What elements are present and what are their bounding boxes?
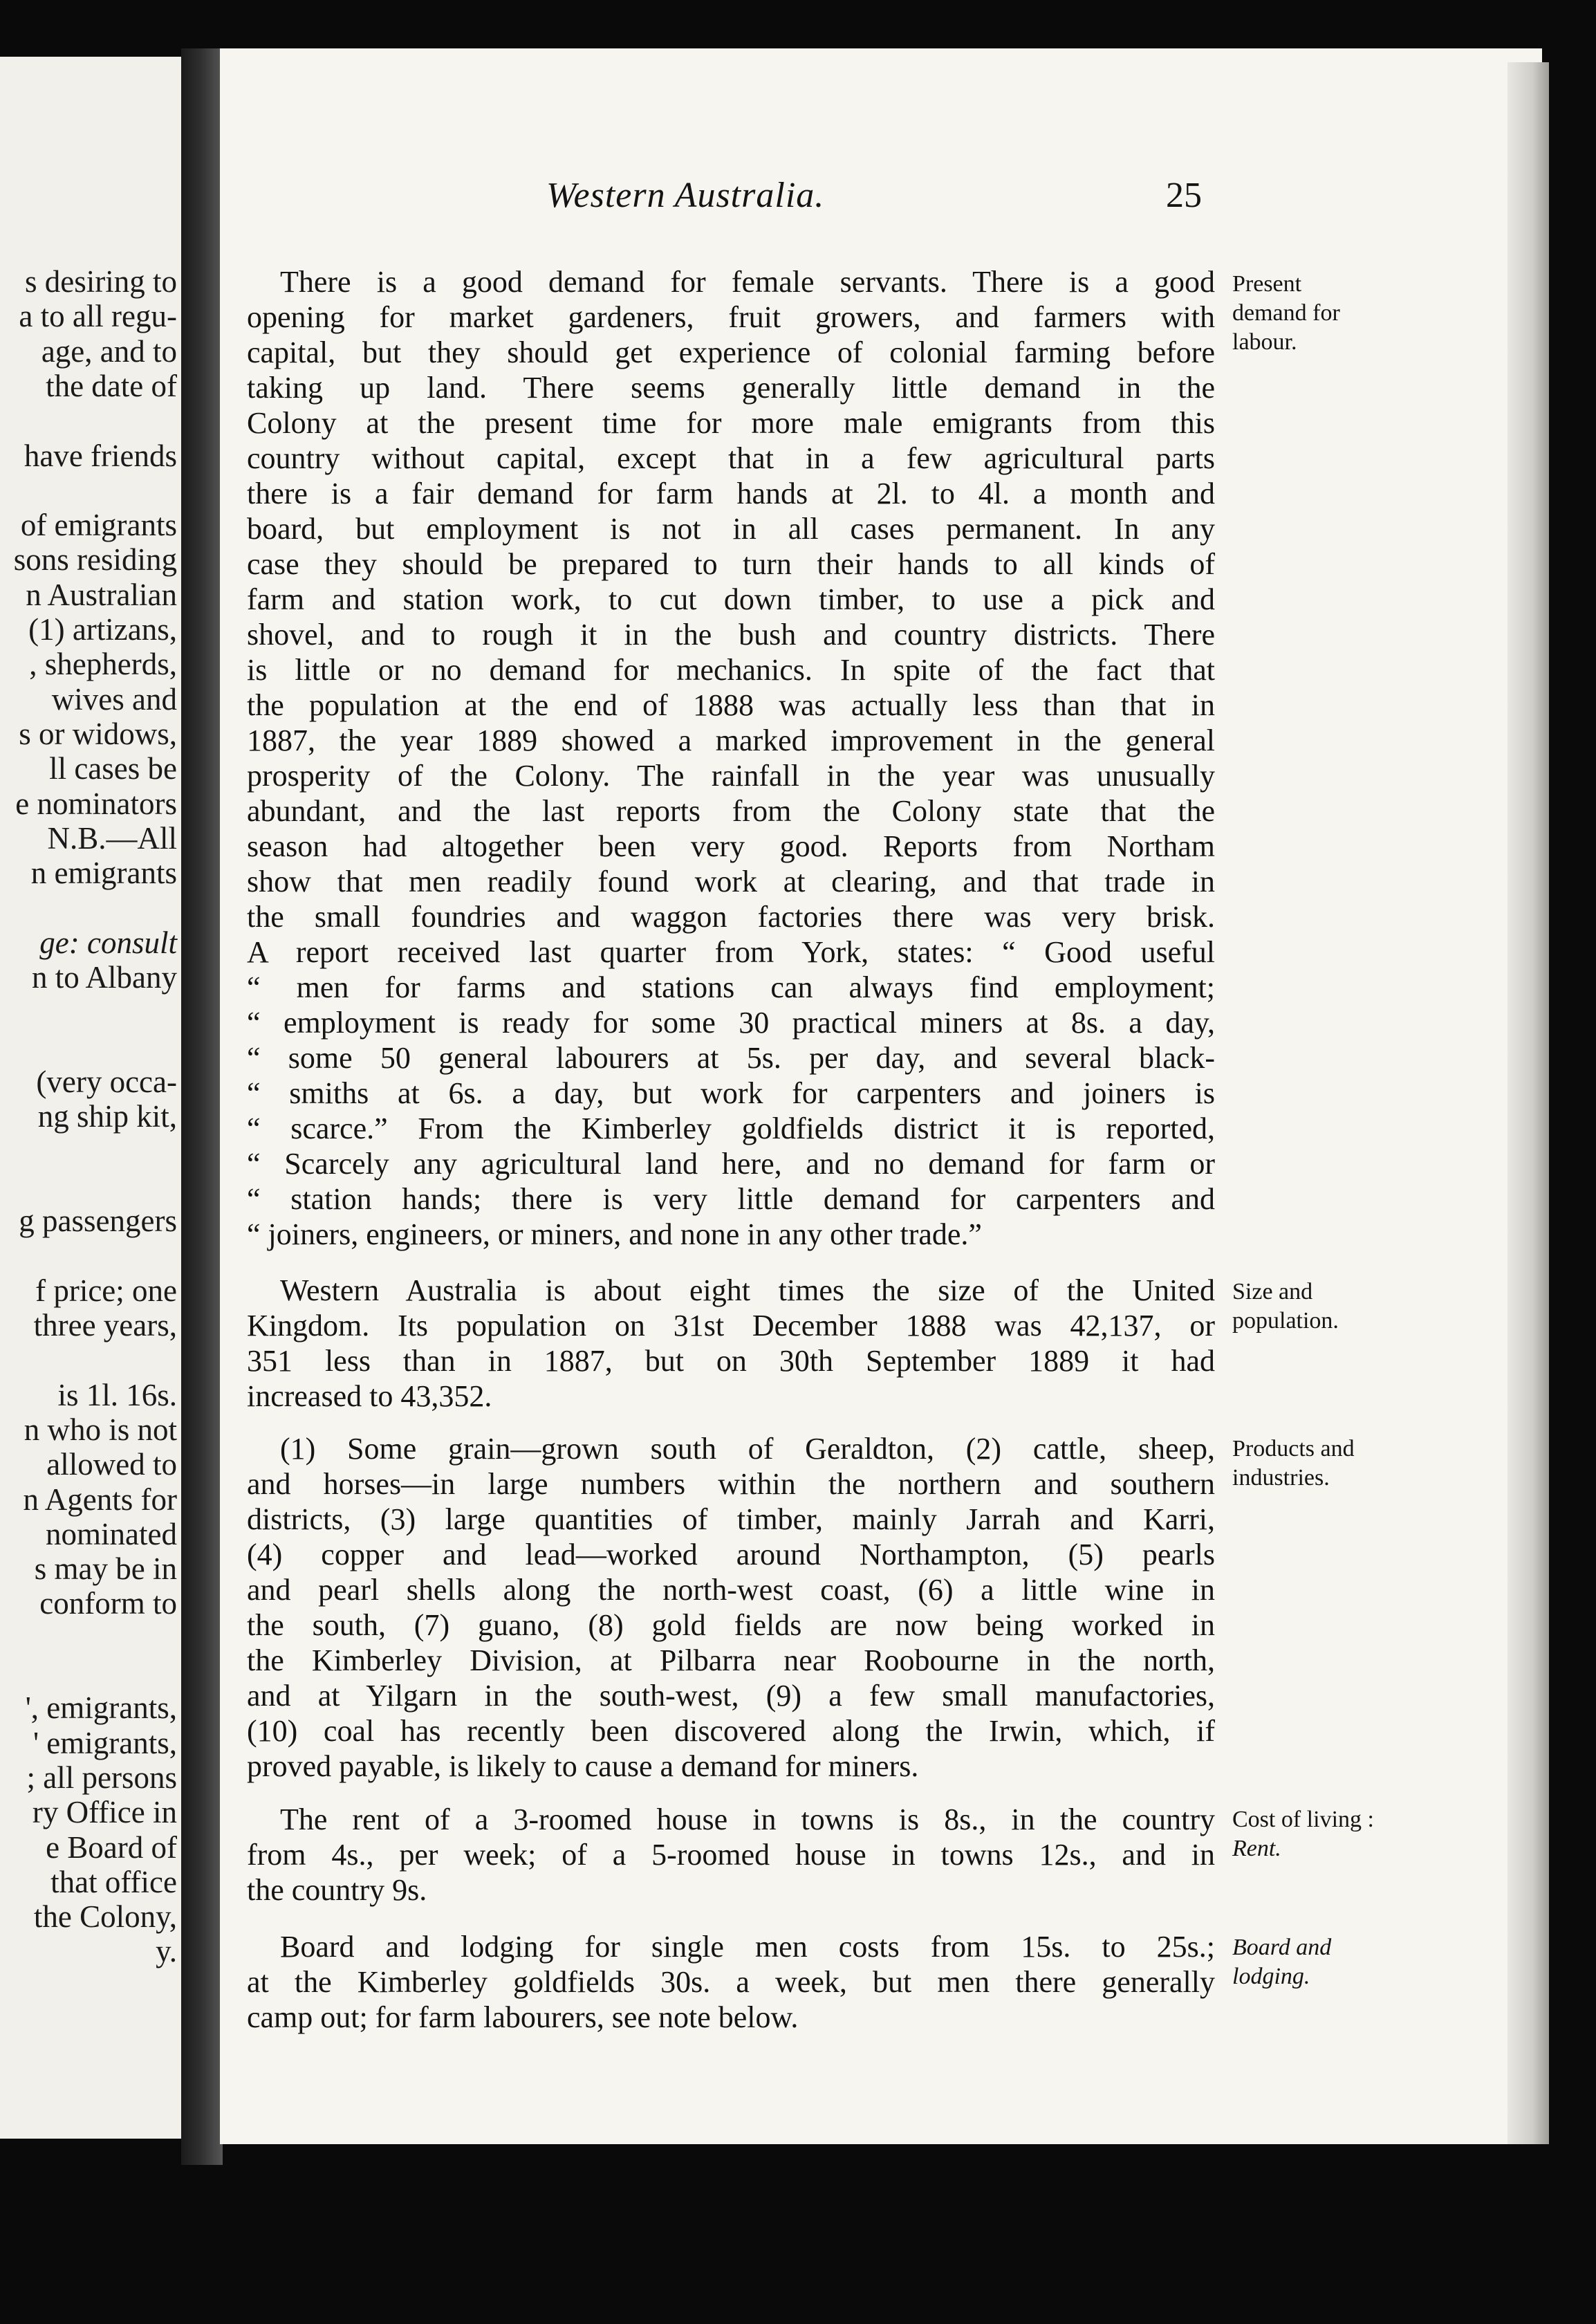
text-line: the Kimberley Division, at Pilbarra near Roobourne in the north, bbox=[247, 1643, 1215, 1677]
margin-note-rent bbox=[1232, 1805, 1374, 1863]
text-line: “ employment is ready for some 30 practical miners at 8s. a day, bbox=[247, 1006, 1215, 1040]
margin-note-population bbox=[1232, 1278, 1339, 1336]
page-edge bbox=[1507, 62, 1549, 2144]
text-line: the population at the end of 1888 was actually less than that in bbox=[247, 688, 1215, 722]
margin-note-labour bbox=[1232, 270, 1340, 357]
text-line: “ smiths at 6s. a day, but work for carpenters and joiners is bbox=[247, 1076, 1215, 1110]
text-line: and horses—in large numbers within the northern and southern bbox=[247, 1467, 1215, 1501]
left-page-line: three years, bbox=[33, 1308, 177, 1343]
left-page-line: is 1l. 16s. bbox=[57, 1377, 177, 1412]
page-number: 25 bbox=[1166, 176, 1202, 215]
text-line: and pearl shells along the north-west coast, (6) a little wine in bbox=[247, 1573, 1215, 1607]
text-line: abundant, and the last reports from the Colony state that the bbox=[247, 794, 1215, 828]
left-page-line: the Colony, bbox=[33, 1899, 177, 1935]
left-page-line: ll cases be bbox=[49, 751, 177, 786]
margin-note-line: Products and bbox=[1232, 1436, 1355, 1461]
left-page-line: f price; one bbox=[35, 1273, 177, 1308]
text-line: 1887, the year 1889 showed a marked improvement in the general bbox=[247, 723, 1215, 757]
text-line: from 4s., per week; of a 5-roomed house in towns 12s., and in bbox=[247, 1838, 1215, 1872]
text-line: The rent of a 3-roomed house in towns is 8s., in the country bbox=[280, 1802, 1215, 1836]
paragraph-rent bbox=[247, 1802, 1215, 1908]
left-page-line: e Board of bbox=[46, 1829, 177, 1865]
text-line: proved payable, is likely to cause a demand for miners. bbox=[247, 1749, 919, 1783]
text-line: shovel, and to rough it in the bush and country districts. There bbox=[247, 618, 1215, 652]
text-line: Board and lodging for single men costs from 15s. to 25s.; bbox=[280, 1930, 1215, 1964]
left-page-line: n to Albany bbox=[32, 960, 177, 995]
margin-note-line: population. bbox=[1232, 1308, 1339, 1334]
left-page-line: (very occa- bbox=[36, 1064, 177, 1099]
left-page-line: n who is not bbox=[24, 1412, 177, 1447]
left-page-line: y. bbox=[156, 1934, 177, 1969]
text-line: districts, (3) large quantities of timber, mainly Jarrah and Karri, bbox=[247, 1502, 1215, 1536]
text-line: is little or no demand for mechanics. In spite of the fact that bbox=[247, 653, 1215, 687]
margin-note-line: Present bbox=[1232, 271, 1302, 297]
text-line: (10) coal has recently been discovered along the Irwin, which, if bbox=[247, 1714, 1215, 1748]
margin-note-line: Rent. bbox=[1232, 1836, 1281, 1861]
text-line: capital, but they should get experience of colonial farming before bbox=[247, 335, 1215, 369]
margin-note-line: lodging. bbox=[1232, 1964, 1310, 1989]
text-line: board, but employment is not in all cases permanent. In any bbox=[247, 512, 1215, 546]
paragraph-labour-demand bbox=[247, 264, 1215, 1252]
text-line: the country 9s. bbox=[247, 1873, 427, 1907]
left-page-line: , shepherds, bbox=[29, 647, 177, 682]
paragraph-size-population bbox=[247, 1273, 1215, 1414]
text-line: “ Scarcely any agricultural land here, and no demand for farm or bbox=[247, 1147, 1215, 1181]
left-page-line: ry Office in bbox=[32, 1795, 177, 1830]
text-line: show that men readily found work at clearing, and that trade in bbox=[247, 865, 1215, 898]
book-gutter bbox=[181, 48, 223, 2165]
left-page-line: (1) artizans, bbox=[28, 612, 177, 647]
left-page-line: conform to bbox=[39, 1586, 177, 1621]
left-page-line: of emigrants bbox=[20, 508, 177, 543]
text-line: season had altogether been very good. Reports from Northam bbox=[247, 829, 1215, 863]
text-line: camp out; for farm labourers, see note below. bbox=[247, 2000, 799, 2034]
left-page-line: N.B.—All bbox=[47, 820, 177, 856]
text-line: “ joiners, engineers, or miners, and none in any other trade.” bbox=[247, 1217, 982, 1251]
margin-note-line: Size and bbox=[1232, 1279, 1313, 1304]
text-line: the small foundries and waggon factories there was very brisk. bbox=[247, 900, 1215, 934]
margin-note-board bbox=[1232, 1933, 1331, 1991]
text-line: there is a fair demand for farm hands at 2l. to 4l. a month and bbox=[247, 477, 1215, 510]
text-line: Kingdom. Its population on 31st December 1888 was 42,137, or bbox=[247, 1309, 1215, 1343]
left-page-line: ge: consult bbox=[39, 925, 177, 960]
left-page-line: allowed to bbox=[46, 1447, 177, 1482]
left-page-line: s or widows, bbox=[19, 716, 177, 751]
text-line: (1) Some grain—grown south of Geraldton, (2) cattle, sheep, bbox=[280, 1432, 1215, 1466]
left-page-line: g passengers bbox=[19, 1204, 177, 1239]
text-line: at the Kimberley goldfields 30s. a week, but men there generally bbox=[247, 1965, 1215, 1999]
text-line: country without capital, except that in a few agricultural parts bbox=[247, 441, 1215, 475]
text-line: prosperity of the Colony. The rainfall in the year was unusually bbox=[247, 759, 1215, 793]
left-page-line: ng ship kit, bbox=[37, 1099, 177, 1134]
text-line: “ station hands; there is very little demand for carpenters and bbox=[247, 1182, 1215, 1216]
left-page-line: a to all regu- bbox=[19, 299, 177, 334]
left-page-line: sons residing bbox=[13, 542, 177, 578]
left-page-line: s desiring to bbox=[25, 264, 177, 299]
running-title: Western Australia. bbox=[546, 176, 825, 215]
text-line: A report received last quarter from York, states: “ Good useful bbox=[247, 935, 1215, 969]
left-page-line: ', emigrants, bbox=[25, 1690, 177, 1726]
margin-note-line: demand for bbox=[1232, 300, 1340, 326]
margin-note-line: labour. bbox=[1232, 329, 1297, 355]
text-line: (4) copper and lead—worked around Northampton, (5) pearls bbox=[247, 1538, 1215, 1571]
left-page-line: the date of bbox=[46, 368, 177, 403]
left-page-line: ' emigrants, bbox=[33, 1725, 177, 1760]
text-line: 351 less than in 1887, but on 30th September 1889 it had bbox=[247, 1344, 1215, 1378]
left-page-line: have friends bbox=[24, 438, 177, 473]
margin-note-industries bbox=[1232, 1435, 1355, 1493]
text-line: “ men for farms and stations can always find employment; bbox=[247, 970, 1215, 1004]
left-page-line: e nominators bbox=[15, 786, 177, 821]
text-line: “ scarce.” From the Kimberley goldfields district it is reported, bbox=[247, 1112, 1215, 1145]
left-page-line: ; all persons bbox=[26, 1760, 177, 1795]
text-line: farm and station work, to cut down timber, to use a pick and bbox=[247, 582, 1215, 616]
text-line: and at Yilgarn in the south-west, (9) a few small manufactories, bbox=[247, 1679, 1215, 1713]
text-line: Western Australia is about eight times the size of the United bbox=[280, 1273, 1215, 1307]
text-line: Colony at the present time for more male emigrants from this bbox=[247, 406, 1215, 440]
margin-note-line: Board and bbox=[1232, 1935, 1332, 1960]
left-page-fragment bbox=[0, 57, 181, 2139]
left-page-line: s may be in bbox=[34, 1551, 177, 1587]
text-line: opening for market gardeners, fruit growers, and farmers with bbox=[247, 300, 1215, 334]
text-line: case they should be prepared to turn their hands to all kinds of bbox=[247, 547, 1215, 581]
text-line: increased to 43,352. bbox=[247, 1379, 492, 1413]
left-page-line: n Australian bbox=[26, 577, 177, 612]
paragraph-products-industries bbox=[247, 1431, 1215, 1784]
left-page-line: that office bbox=[50, 1864, 177, 1899]
margin-note-line: industries. bbox=[1232, 1465, 1330, 1491]
left-page-line: n Agents for bbox=[23, 1482, 177, 1517]
left-page-line: age, and to bbox=[41, 333, 177, 369]
left-page-line: nominated bbox=[46, 1516, 177, 1551]
text-line: taking up land. There seems generally little demand in the bbox=[247, 371, 1215, 405]
left-page-line: wives and bbox=[51, 681, 177, 717]
margin-note-line: Cost of living : bbox=[1232, 1807, 1374, 1832]
text-line: There is a good demand for female servants. There is a good bbox=[280, 265, 1215, 299]
text-line: “ some 50 general labourers at 5s. per day, and several black- bbox=[247, 1041, 1215, 1075]
text-line: the south, (7) guano, (8) gold fields are now being worked in bbox=[247, 1608, 1215, 1642]
left-page-line: n emigrants bbox=[30, 856, 177, 891]
paragraph-board-lodging bbox=[247, 1929, 1215, 2035]
